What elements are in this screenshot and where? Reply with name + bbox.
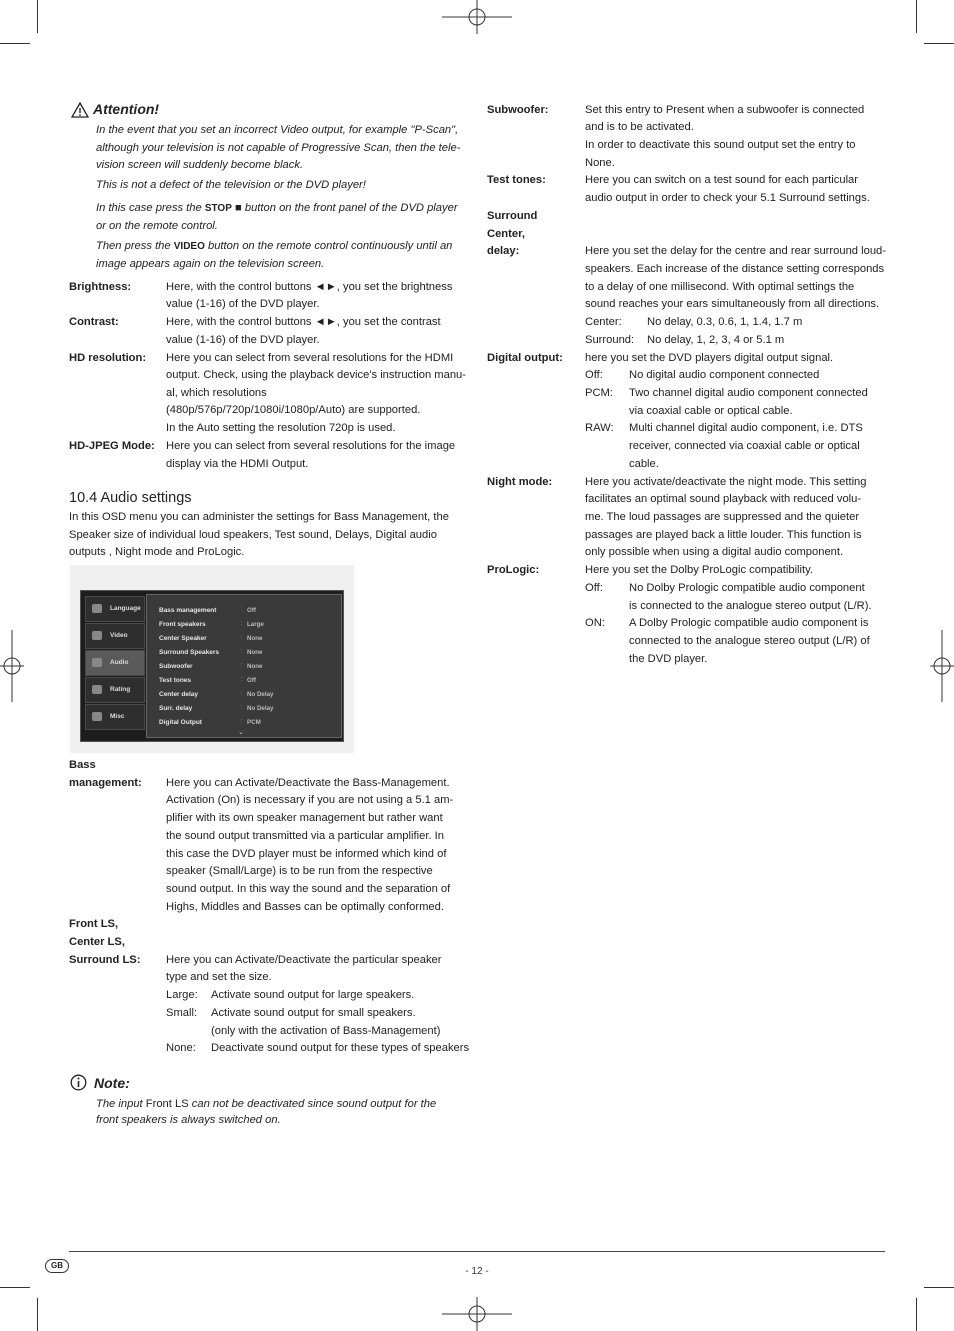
crop-mark — [37, 0, 38, 33]
option-text: Activate sound output for small speakers. — [211, 1007, 416, 1019]
def-line: Here you can Activate/Deactivate the Bass-Management. — [166, 777, 450, 789]
scroll-down-icon: ⌄ — [238, 729, 244, 736]
osd-item: Center delay — [159, 691, 199, 698]
def-line: Highs, Middles and Basses can be optimally conformed. — [166, 901, 444, 913]
osd-item: Test tones — [159, 677, 192, 684]
option-key: Center: — [585, 316, 622, 328]
option-text: Activate sound output for large speakers. — [211, 989, 415, 1001]
osd-value: No Delay — [247, 705, 274, 712]
def-label-front: Front LS, — [69, 918, 119, 930]
attention-paragraph: Then press the VIDEO button on the remote control continuously until an image appears again on the television screen. — [96, 240, 453, 270]
osd-item: Subwoofer — [159, 663, 193, 670]
warning-icon — [71, 102, 89, 118]
def-line: (480p/576p/720p/1080i/1080p/Auto) are supported. — [166, 404, 421, 416]
def-line: this case the DVD player must be informed which kind of — [166, 848, 447, 860]
option-key: Small: — [166, 1007, 198, 1019]
option-text: Deactivate sound output for these types of speakers — [211, 1042, 470, 1054]
osd-frame — [80, 590, 344, 742]
registration-mark — [930, 630, 954, 702]
option-text: (only with the activation of Bass-Management) — [211, 1025, 441, 1037]
def-line: display via the HDMI Output. — [166, 458, 309, 470]
osd-settings-panel: Bass management : Off Front speakers : Large Center Speaker : None Surround Speakers : None Subwoofer : None Test tones : Off Center delay : No Delay Surr. delay : No Delay Digital Output : PCM ⌄ — [146, 594, 342, 738]
attention-paragraph: This is not a defect of the television or the DVD player! — [96, 179, 366, 191]
def-line: In the Auto setting the resolution 720p is used. — [166, 422, 396, 434]
def-line: speaker (Small/Large) is to be run from the respective — [166, 865, 433, 877]
option-text: No delay, 0.3, 0.6, 1, 1.4, 1.7 m — [647, 316, 803, 328]
osd-item: Center Speaker — [159, 635, 207, 642]
osd-value: PCM — [247, 719, 261, 726]
registration-mark — [0, 630, 24, 702]
def-line: plifier with its own speaker management but rather want — [166, 812, 443, 824]
osd-tab-video: Video — [85, 623, 145, 649]
section-heading: 10.4 Audio settings — [69, 490, 192, 506]
option-key: PCM: — [585, 387, 613, 399]
intro-line: In this OSD menu you can administer the settings for Bass Management, the — [69, 511, 449, 523]
def-line: Set this entry to Present when a subwoofer is connected — [585, 104, 865, 116]
def-line: Here you set the Dolby ProLogic compatibility. — [585, 564, 813, 576]
def-line: Here you activate/deactivate the night mode. This setting — [585, 476, 867, 488]
info-icon — [70, 1074, 87, 1091]
attention-paragraph: In this case press the STOP ■ button on the front panel of the DVD player or on the remote control. — [96, 202, 458, 232]
speaker-icon — [92, 658, 102, 667]
def-line: audio output in order to check your 5.1 Surround settings. — [585, 192, 870, 204]
def-label-front: Center LS, — [69, 936, 125, 948]
def-label-test-tones: Test tones: — [487, 174, 546, 186]
osd-item: Surr. delay — [159, 705, 193, 712]
registration-mark — [442, 0, 514, 34]
def-line: Here you set the delay for the centre and rear surround loud- — [585, 245, 886, 257]
option-text: the DVD player. — [629, 653, 708, 665]
def-line: value (1-16) of the DVD player. — [166, 334, 320, 346]
option-text: is connected to the analogue stereo output (L/R). — [629, 600, 872, 612]
attention-paragraph: In the event that you set an incorrect Video output, for example "P-Scan", although your television is not capable of Progressive Scan, then the tele-vision screen will suddenly become black. — [96, 124, 461, 172]
registration-mark — [442, 1297, 514, 1331]
option-text: connected to the analogue stereo output (L/R) of — [629, 635, 870, 647]
def-line: al, which resolutions — [166, 387, 267, 399]
def-line: and is to be activated. — [585, 121, 694, 133]
osd-item: Bass management — [159, 607, 217, 614]
option-key: ON: — [585, 617, 605, 629]
def-label-front: Surround LS: — [69, 954, 141, 966]
def-label-delay: Surround — [487, 210, 538, 222]
option-key: Surround: — [585, 334, 635, 346]
osd-tab-language: Language — [85, 596, 145, 622]
def-line: speakers. Each increase of the distance setting corresponds — [585, 263, 885, 275]
osd-value: Off — [247, 607, 256, 614]
def-line: sound reaches your ears simultaneously from all directions. — [585, 298, 880, 310]
def-label-brightness: Brightness: — [69, 281, 132, 293]
crop-mark — [37, 1298, 38, 1331]
def-line: passages are played back a little louder. This function is — [585, 529, 862, 541]
osd-item: Front speakers — [159, 621, 206, 628]
def-label-bass: management: — [69, 777, 142, 789]
option-text: cable. — [629, 458, 659, 470]
osd-value: None — [247, 663, 263, 670]
def-label-bass: Bass — [69, 759, 96, 771]
option-text: A Dolby Prologic compatible audio component is — [629, 617, 869, 629]
option-text: No Dolby Prologic compatible audio component — [629, 582, 865, 594]
country-badge: GB — [45, 1259, 69, 1273]
intro-line: Speaker size of individual loud speakers, Test sound, Delays, Digital audio — [69, 529, 437, 541]
def-label-hd-resolution: HD resolution: — [69, 352, 147, 364]
def-line: Here you can select from several resolutions for the HDMI — [166, 352, 454, 364]
def-label-night-mode: Night mode: — [487, 476, 553, 488]
def-line: Here you can select from several resolutions for the image — [166, 440, 456, 452]
def-line: None. — [585, 157, 615, 169]
def-label-delay: delay: — [487, 245, 520, 257]
def-label-contrast: Contrast: — [69, 316, 119, 328]
stop-square-icon: ■ — [234, 202, 242, 214]
def-label-digital-output: Digital output: — [487, 352, 563, 364]
crop-mark — [924, 43, 954, 44]
video-key: VIDEO — [173, 241, 205, 252]
def-line: here you set the DVD players digital output signal. — [585, 352, 834, 364]
def-line: the sound output transmitted via a particular amplifier. In — [166, 830, 444, 842]
crop-mark — [924, 1287, 954, 1288]
option-key: None: — [166, 1042, 196, 1054]
option-text: receiver, connected via coaxial cable or optical — [629, 440, 860, 452]
option-text: Multi channel digital audio component, i.e. DTS — [629, 422, 863, 434]
option-key: Off: — [585, 369, 603, 381]
osd-tab-rating: Rating — [85, 677, 145, 703]
def-line: value (1-16) of the DVD player. — [166, 298, 320, 310]
def-label-prologic: ProLogic: — [487, 564, 540, 576]
def-label-subwoofer: Subwoofer: — [487, 104, 549, 116]
osd-item: Surround Speakers — [159, 649, 219, 656]
osd-item: Digital Output — [159, 719, 202, 726]
def-line: Here, with the control buttons ◄►, you set the contrast — [166, 316, 441, 328]
def-line: type and set the size. — [166, 971, 272, 983]
def-label-hd-jpeg: HD-JPEG Mode: — [69, 440, 155, 452]
osd-audio-menu-screenshot — [70, 565, 354, 753]
option-key: Off: — [585, 582, 603, 594]
def-line: output. Check, using the playback device's instruction manu- — [166, 369, 467, 381]
option-text: via coaxial cable or optical cable. — [629, 405, 793, 417]
osd-value: None — [247, 649, 263, 656]
osd-value: Large — [247, 621, 264, 628]
def-line: facilitates an optimal sound playback with reduced volu- — [585, 493, 862, 505]
option-key: RAW: — [585, 422, 614, 434]
def-line: In order to deactivate this sound output set the entry to — [585, 139, 856, 151]
def-line: Here, with the control buttons ◄►, you set the brightness — [166, 281, 453, 293]
intro-line: outputs , Night mode and ProLogic. — [69, 546, 245, 558]
language-icon — [92, 604, 102, 613]
def-line: Here you can switch on a test sound for each particular — [585, 174, 858, 186]
video-icon — [92, 631, 102, 640]
page-number: - 12 - — [465, 1266, 489, 1277]
note-line: front speakers is always switched on. — [96, 1114, 281, 1126]
option-text: No delay, 1, 2, 3, 4 or 5.1 m — [647, 334, 785, 346]
crop-mark — [916, 1298, 917, 1331]
def-line: only possible when using a digital audio component. — [585, 546, 844, 558]
misc-icon — [92, 712, 102, 721]
def-label-delay: Center, — [487, 228, 525, 240]
note-line: The input Front LS can not be deactivated since sound output for the — [96, 1098, 437, 1110]
crop-mark — [916, 0, 917, 33]
osd-value: No Delay — [247, 691, 274, 698]
stop-key: STOP — [204, 203, 232, 214]
def-line: to a delay of one millisecond. With optimal settings the — [585, 281, 855, 293]
crop-mark — [0, 1287, 30, 1288]
def-line: sound output. In this way the sound and the separation of — [166, 883, 451, 895]
osd-tab-misc: Misc — [85, 704, 145, 730]
def-line: Activation (On) is necessary if you are not using a 5.1 am- — [166, 794, 454, 806]
attention-title: Attention! — [93, 101, 160, 117]
osd-value: None — [247, 635, 263, 642]
crop-mark — [0, 43, 30, 44]
def-line: me. The loud passages are suppressed and the quieter — [585, 511, 860, 523]
option-text: No digital audio component connected — [629, 369, 820, 381]
note-title: Note: — [94, 1075, 130, 1091]
osd-value: Off — [247, 677, 256, 684]
osd-tab-audio: Audio — [85, 650, 145, 676]
option-text: Two channel digital audio component connected — [629, 387, 868, 399]
lock-icon — [92, 685, 102, 694]
footer-rule — [69, 1251, 885, 1252]
def-line: Here you can Activate/Deactivate the particular speaker — [166, 954, 442, 966]
option-key: Large: — [166, 989, 198, 1001]
